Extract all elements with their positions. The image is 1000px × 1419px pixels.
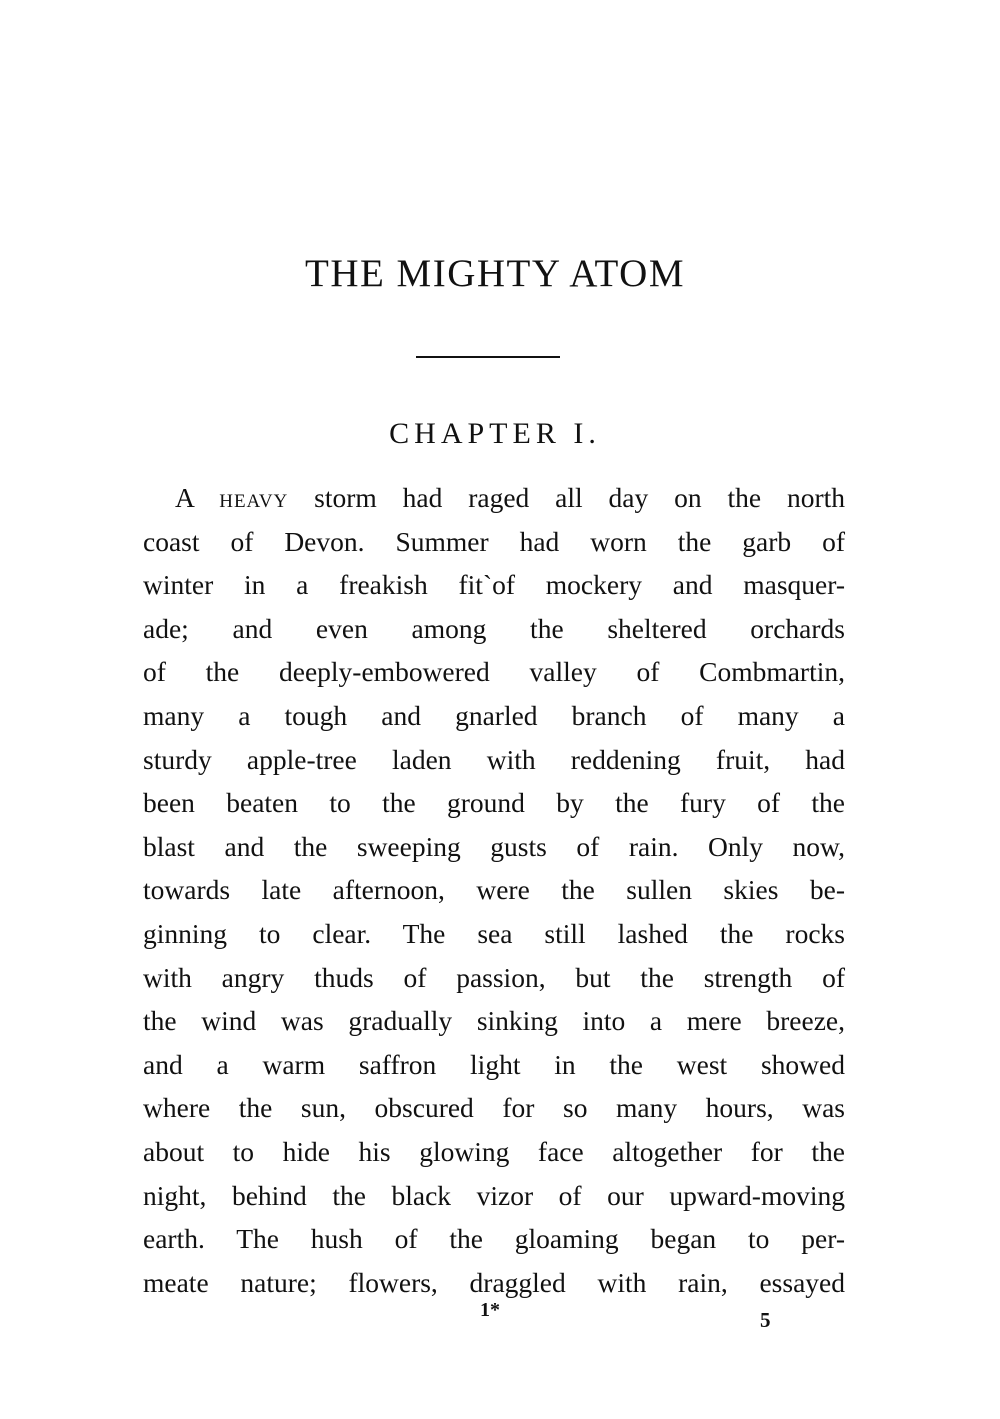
- text-line-4: ade; and even among the sheltered orchards: [143, 612, 845, 644]
- text-line-8: been beaten to the ground by the fury of the: [143, 787, 845, 819]
- text-line-3: winter in a freakish fit`of mockery and masquer-: [143, 569, 845, 601]
- text-line-9: blast and the sweeping gusts of rain. Only now,: [143, 830, 845, 862]
- text-line-11: ginning to clear. The sea still lashed the rocks: [143, 917, 845, 949]
- chapter-heading: CHAPTER I.: [389, 417, 601, 450]
- text-line-16: about to hide his glowing face altogether for the: [143, 1135, 845, 1167]
- small-caps-word: heavy: [219, 482, 289, 513]
- text-line-14: and a warm saffron light in the west showed: [143, 1048, 845, 1080]
- text-line-2: coast of Devon. Summer had worn the garb of: [143, 525, 845, 557]
- signature-mark: 1*: [480, 1299, 500, 1321]
- drop-word: A: [175, 482, 194, 513]
- text-line-1: [143, 476, 845, 520]
- page-number: 5: [760, 1308, 771, 1332]
- text-line-18: earth. The hush of the gloaming began to per-: [143, 1223, 845, 1255]
- text-line-6: many a tough and gnarled branch of many a: [143, 699, 845, 731]
- title-rule: [416, 356, 560, 358]
- text-line-15: where the sun, obscured for so many hours, was: [143, 1092, 845, 1124]
- text-line-12: with angry thuds of passion, but the strength of: [143, 961, 845, 993]
- text-line-13: the wind was gradually sinking into a mere breeze,: [143, 1005, 845, 1037]
- text-line-10: towards late afternoon, were the sullen skies be-: [143, 874, 845, 906]
- text-line-19: meate nature; flowers, draggled with rain, essayed: [143, 1266, 845, 1298]
- first-line-rest: storm had raged all day on the north: [314, 482, 845, 513]
- text-line-17: night, behind the black vizor of our upward-moving: [143, 1179, 845, 1211]
- book-title: THE MIGHTY ATOM: [305, 252, 685, 295]
- body-text: [143, 476, 845, 1304]
- text-line-7: sturdy apple-tree laden with reddening fruit, had: [143, 743, 845, 775]
- text-line-5: of the deeply-embowered valley of Combmartin,: [143, 656, 845, 688]
